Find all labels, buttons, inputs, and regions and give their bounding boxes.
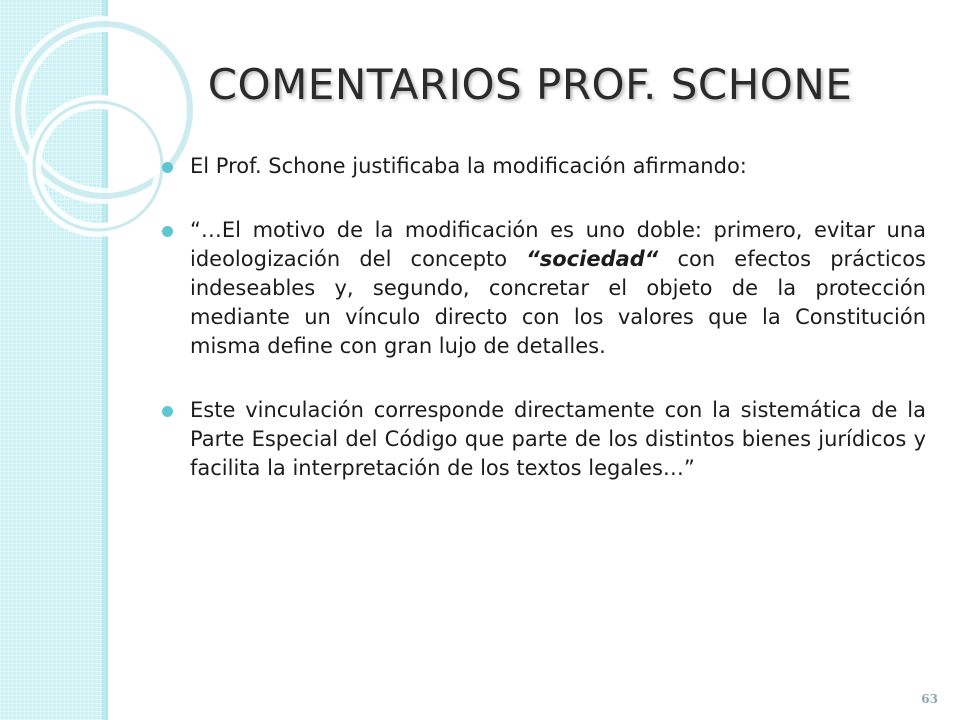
- bullet-item-1: [162, 152, 926, 181]
- ring-inner-tint: [34, 102, 162, 230]
- bullet-text-2-before: “…El motivo de la modificación es uno doble: primero, evitar una ideologización del concepto: [190, 218, 926, 271]
- bullet-list: [162, 152, 926, 505]
- bullet-text-2-emphasis: “sociedad“: [526, 247, 659, 271]
- bullet-item-3: [162, 396, 926, 483]
- slide-title: COMENTARIOS PROF. SCHONE: [207, 60, 853, 109]
- bullet-text-1: El Prof. Schone justificaba la modificación afirmando:: [190, 154, 747, 178]
- bullet-text-3: Este vinculación corresponde directamente con la sistemática de la Parte Especial del Código que parte de los distintos bienes jurídicos y facilita la interpretación de los textos legales…”: [190, 398, 926, 480]
- bullet-dot-icon: [162, 162, 173, 173]
- page-number: 63: [921, 692, 938, 706]
- bullet-text-2-after: con efectos prácticos indeseables y, segundo, concretar el objeto de la protección mediante un vínculo directo con los valores que la Constitución misma define con gran lujo de detalles.: [190, 247, 926, 358]
- bullet-dot-icon: [162, 406, 173, 417]
- bullet-dot-icon: [162, 226, 173, 237]
- bullet-item-2: [162, 216, 926, 361]
